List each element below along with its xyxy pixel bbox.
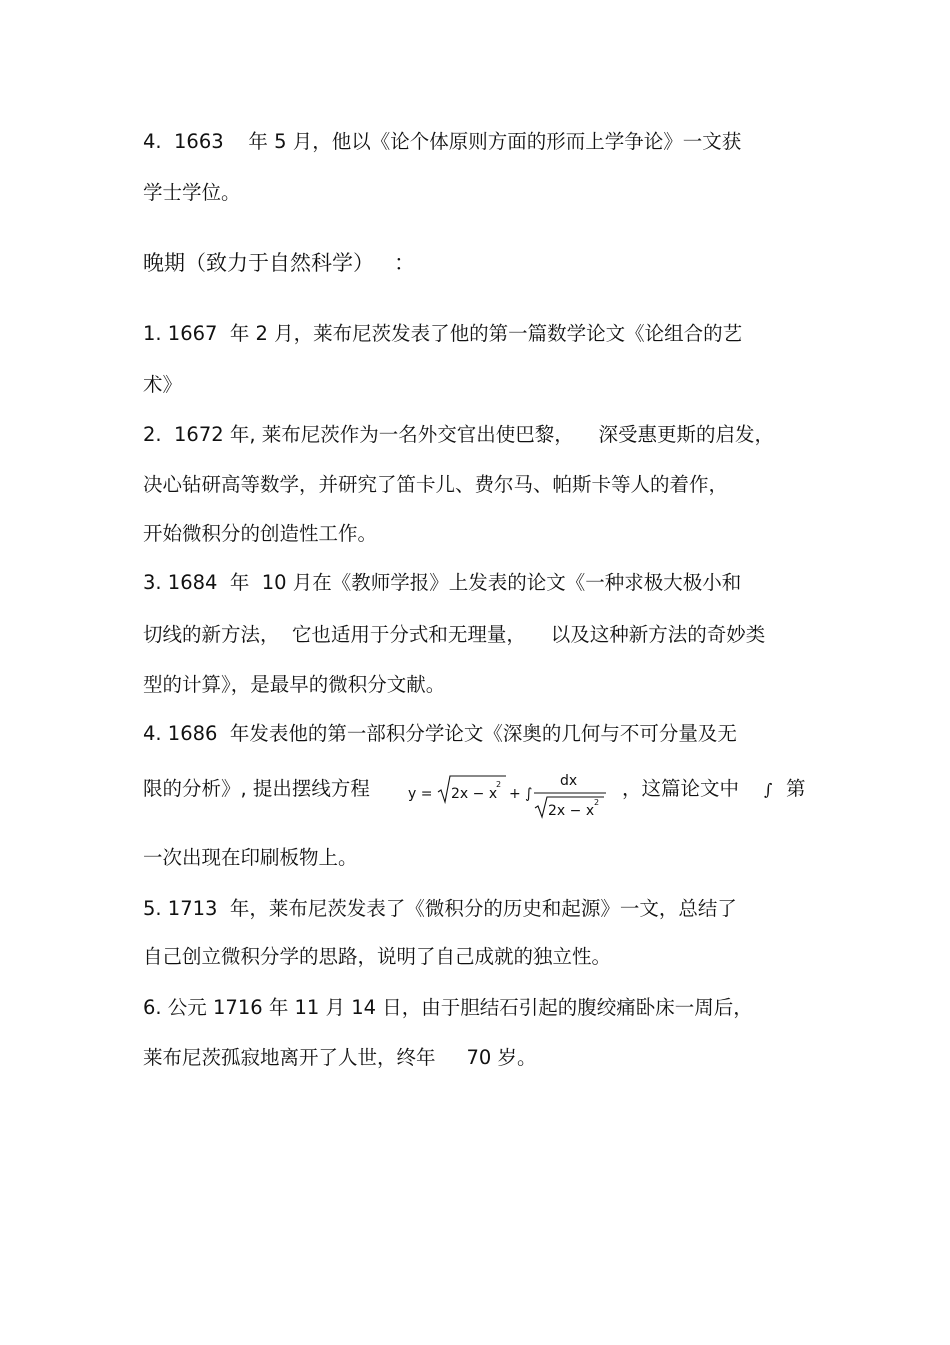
formula-exponent: 2 (496, 780, 502, 789)
formula-numerator: dx (560, 773, 578, 789)
integral-sign-symbol: ∫ (764, 780, 773, 799)
paragraph-line-15: 自己创立微积分学的思路，说明了自己成就的独立性。 (143, 945, 612, 968)
paragraph-line-12-end: 第 (786, 777, 806, 800)
paragraph-line-12-tail: ，这篇论文中 (622, 777, 740, 800)
paragraph-line-4: 术》 (143, 373, 183, 396)
paragraph-line-2: 学士学位。 (143, 181, 241, 204)
paragraph-line-13: 一次出现在印刷板物上。 (143, 846, 358, 869)
paragraph-line-12: 限的分析》, 提出摆线方程 (143, 777, 370, 800)
paragraph-line-11: 4. 1686 年发表他的第一部积分学论文《深奥的几何与不可分量及无 (143, 722, 737, 745)
paragraph-line-8: 3. 1684 年 10 月在《教师学报》上发表的论文《一种求极大极小和 (143, 571, 742, 594)
paragraph-line-9: 切线的新方法， 它也适用于分式和无理量， 以及这种新方法的奇妙类 (143, 623, 766, 646)
section-heading-late-period: 晚期（致力于自然科学） ： (143, 251, 416, 275)
cycloid-equation-formula (408, 770, 618, 822)
paragraph-line-6: 决心钻研高等数学，并研究了笛卡儿、费尔马、帕斯卡等人的着作， (143, 473, 729, 496)
paragraph-line-17: 莱布尼茨孤寂地离开了人世，终年 70 岁。 (143, 1046, 537, 1069)
formula-plus-integral: + ∫ (509, 786, 533, 802)
formula-y-equals: y = (408, 786, 433, 802)
paragraph-line-1: 4. 1663 年 5 月，他以《论个体原则方面的形而上学争论》一文获 (143, 130, 742, 153)
paragraph-line-3: 1. 1667 年 2 月，莱布尼茨发表了他的第一篇数学论文《论组合的艺 (143, 322, 743, 345)
formula-radicand: 2x − x (451, 786, 498, 802)
paragraph-line-5: 2. 1672 年, 莱布尼茨作为一名外交官出使巴黎， 深受惠更斯的启发， (143, 423, 775, 446)
paragraph-line-10: 型的计算》，是最早的微积分文献。 (143, 673, 446, 696)
formula-denominator-exponent: 2 (594, 798, 600, 807)
paragraph-line-14: 5. 1713 年，莱布尼茨发表了《微积分的历史和起源》一文，总结了 (143, 897, 737, 920)
formula-denominator-radicand: 2x − x (548, 803, 595, 819)
paragraph-line-16: 6. 公元 1716 年 11 月 14 日，由于胆结石引起的腹绞痛卧床一周后， (143, 996, 753, 1019)
paragraph-line-7: 开始微积分的创造性工作。 (143, 522, 378, 545)
